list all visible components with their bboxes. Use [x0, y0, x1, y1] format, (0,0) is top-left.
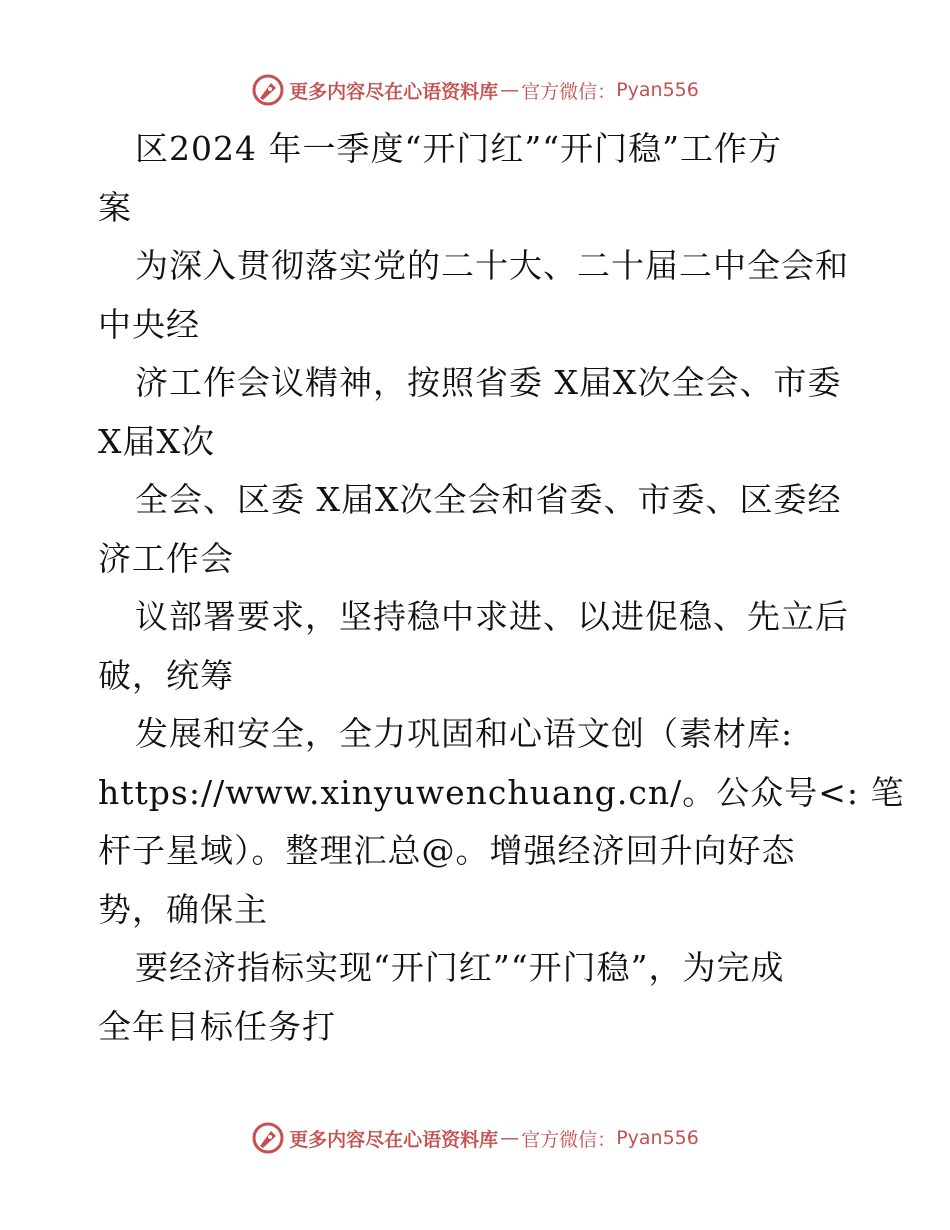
doc-paragraph-line: 为深入贯彻落实党的二十大、二十届二中全会和 — [135, 246, 849, 285]
doc-title-line-2: 案 — [98, 187, 132, 227]
doc-paragraph-line: 议部署要求，坚持稳中求进、以进促稳、先立后 — [135, 597, 849, 636]
pen-nib-logo-icon — [251, 1121, 285, 1155]
doc-paragraph-line: 要经济指标实现“开门红”“开门稳”，为完成 — [135, 948, 785, 987]
doc-paragraph-line: 全年目标任务打 — [98, 1006, 336, 1046]
doc-paragraph-line: X届X次 — [98, 421, 215, 461]
banner-contact-label: 官方微信： — [521, 80, 617, 103]
document-body — [98, 120, 905, 1056]
footer-watermark-banner — [0, 1118, 950, 1158]
banner-contact-id: Pyan556 — [616, 1127, 699, 1149]
doc-paragraph-line: 发展和安全，全力巩固和心语文创（素材库: — [135, 714, 794, 753]
banner-contact-label: 官方微信： — [521, 1128, 617, 1151]
doc-paragraph-line: 势，确保主 — [98, 889, 268, 929]
doc-title-line-1: 区2024 年一季度“开门红”“开门稳”工作方 — [135, 129, 782, 168]
doc-paragraph-line: 中央经 — [98, 304, 200, 344]
doc-paragraph-line: 杆子星域）。整理汇总@。增强经济回升向好态 — [98, 831, 796, 870]
doc-paragraph-line: https://www.xinyuwenchuang.cn/。公众号<: 笔 — [98, 772, 905, 812]
doc-paragraph-line: 济工作会 — [98, 538, 234, 578]
banner-contact-id: Pyan556 — [616, 79, 699, 101]
doc-paragraph-line: 全会、区委 X届X次全会和省委、市委、区委经 — [135, 480, 842, 519]
header-watermark-banner — [0, 70, 950, 110]
doc-paragraph-line: 济工作会议精神，按照省委 X届X次全会、市委 — [135, 363, 842, 402]
pen-nib-logo-icon — [251, 73, 285, 107]
banner-main-text: 更多内容尽在心语资料库 — [289, 1128, 499, 1151]
banner-main-text: 更多内容尽在心语资料库 — [289, 80, 499, 103]
doc-paragraph-line: 破，统筹 — [98, 655, 234, 695]
banner-dash: — — [500, 79, 520, 101]
banner-dash: — — [500, 1127, 520, 1149]
